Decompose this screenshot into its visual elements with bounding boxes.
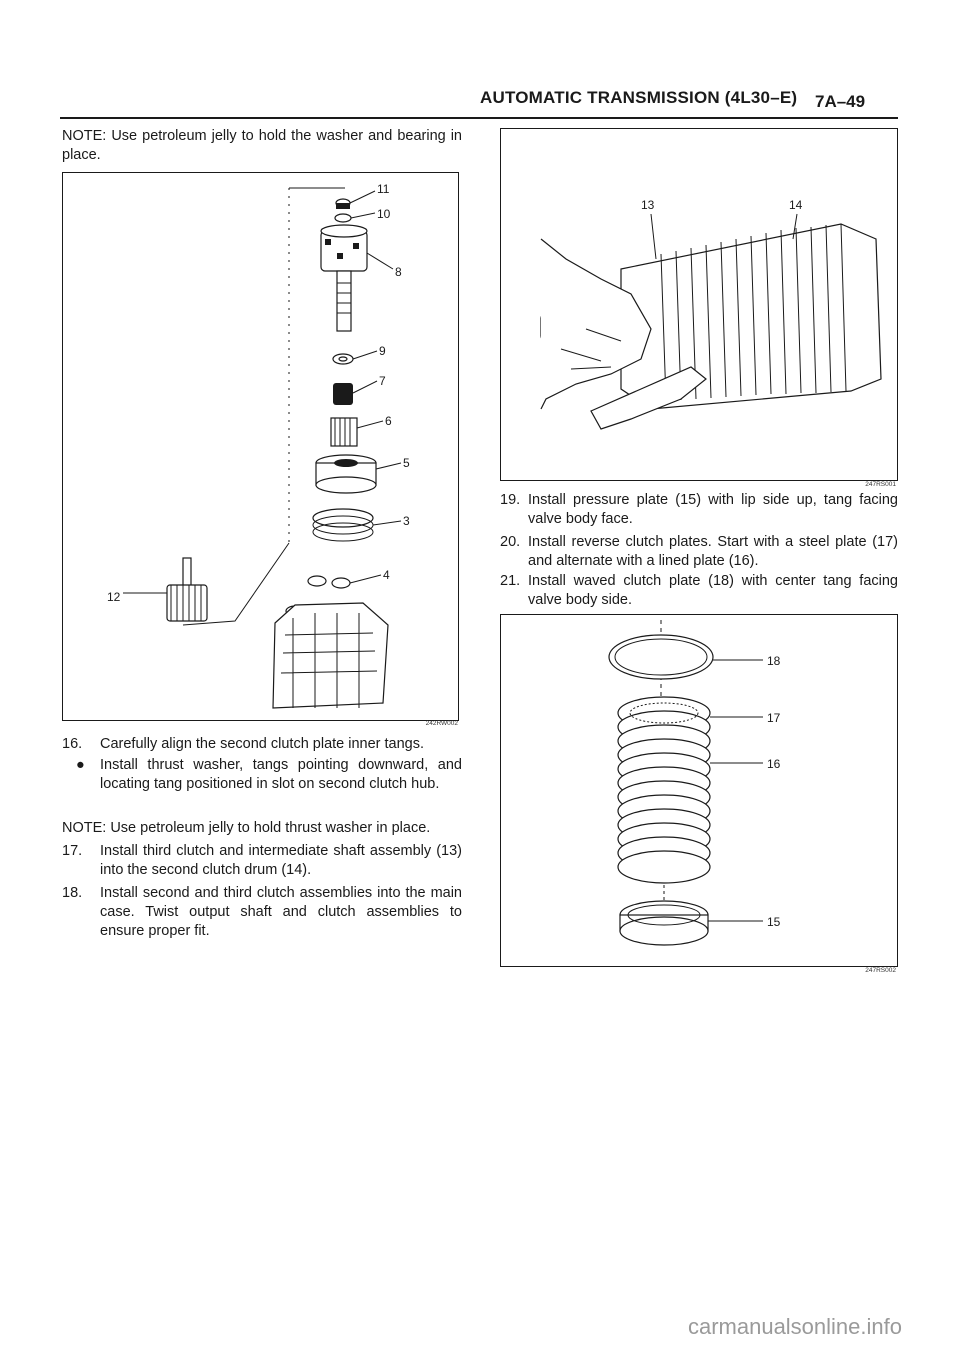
figure-clutch-install <box>500 128 898 481</box>
callout-16: 16 <box>767 757 781 771</box>
header-rule <box>60 117 898 119</box>
callout-17: 17 <box>767 711 781 725</box>
step-19-text: Install pressure plate (15) with lip side up, tang facing valve body face. <box>528 492 898 527</box>
callout-8: 8 <box>395 265 402 279</box>
callout-5: 5 <box>403 456 410 470</box>
step-19 <box>500 491 898 529</box>
callout-4: 4 <box>383 568 390 582</box>
clutch-plates-illustration <box>501 615 897 966</box>
step-18 <box>62 884 462 941</box>
figure-code-247RS002: 247RS002 <box>865 967 896 974</box>
step-19-number: 19. <box>500 492 521 508</box>
note-mid: NOTE: Use petroleum jelly to hold thrust washer in place. <box>62 820 431 836</box>
bullet-16-text: Install thrust washer, tangs pointing downward, and locating tang positioned in slot on second clutch hub. <box>100 757 462 792</box>
bullet-icon: ● <box>76 757 85 773</box>
watermark: carmanualsonline.info <box>687 1314 902 1339</box>
callout-15: 15 <box>767 915 781 929</box>
step-17-number: 17. <box>62 843 83 859</box>
step-17-text: Install third clutch and intermediate shaft assembly (13) into the second clutch drum (14). <box>100 843 462 878</box>
callout-3: 3 <box>403 514 410 528</box>
callout-11: 11 <box>377 182 390 196</box>
step-20-number: 20. <box>500 534 521 550</box>
step-16-number: 16. <box>62 736 83 752</box>
plate-stack <box>618 697 710 883</box>
callout-12: 12 <box>107 590 121 604</box>
clutch-install-illustration <box>501 129 897 480</box>
callout-18: 18 <box>767 654 781 668</box>
figure-code-242RW002: 242RW002 <box>425 720 458 727</box>
step-20-text: Install reverse clutch plates. Start with a steel plate (17) and alternate with a lined plate (16). <box>528 534 898 569</box>
step-17 <box>62 842 462 880</box>
step-16-text: Carefully align the second clutch plate inner tangs. <box>100 736 425 752</box>
exploded-view-illustration <box>63 173 458 720</box>
callout-6: 6 <box>385 414 392 428</box>
page-number: 7A–49 <box>815 92 866 111</box>
figure-exploded-view <box>62 172 459 721</box>
step-18-number: 18. <box>62 885 83 901</box>
step-21 <box>500 572 898 610</box>
callout-9: 9 <box>379 344 386 358</box>
callout-10: 10 <box>377 207 391 221</box>
figure-clutch-plates <box>500 614 898 967</box>
step-21-number: 21. <box>500 573 521 589</box>
step-16 <box>62 735 462 754</box>
figure-code-247RS001: 247RS001 <box>865 481 896 488</box>
step-20 <box>500 533 898 571</box>
step-21-text: Install waved clutch plate (18) with center tang facing valve body side. <box>528 573 898 608</box>
note-top: NOTE: Use petroleum jelly to hold the washer and bearing in place. <box>62 128 462 163</box>
bullet-16 <box>76 756 462 794</box>
callout-13: 13 <box>641 198 655 212</box>
page-header-title: AUTOMATIC TRANSMISSION (4L30–E) <box>480 88 798 107</box>
step-18-text: Install second and third clutch assemblies into the main case. Twist output shaft and clutch assemblies to ensure proper fit. <box>100 885 462 939</box>
callout-7: 7 <box>379 374 386 388</box>
callout-14: 14 <box>789 198 803 212</box>
